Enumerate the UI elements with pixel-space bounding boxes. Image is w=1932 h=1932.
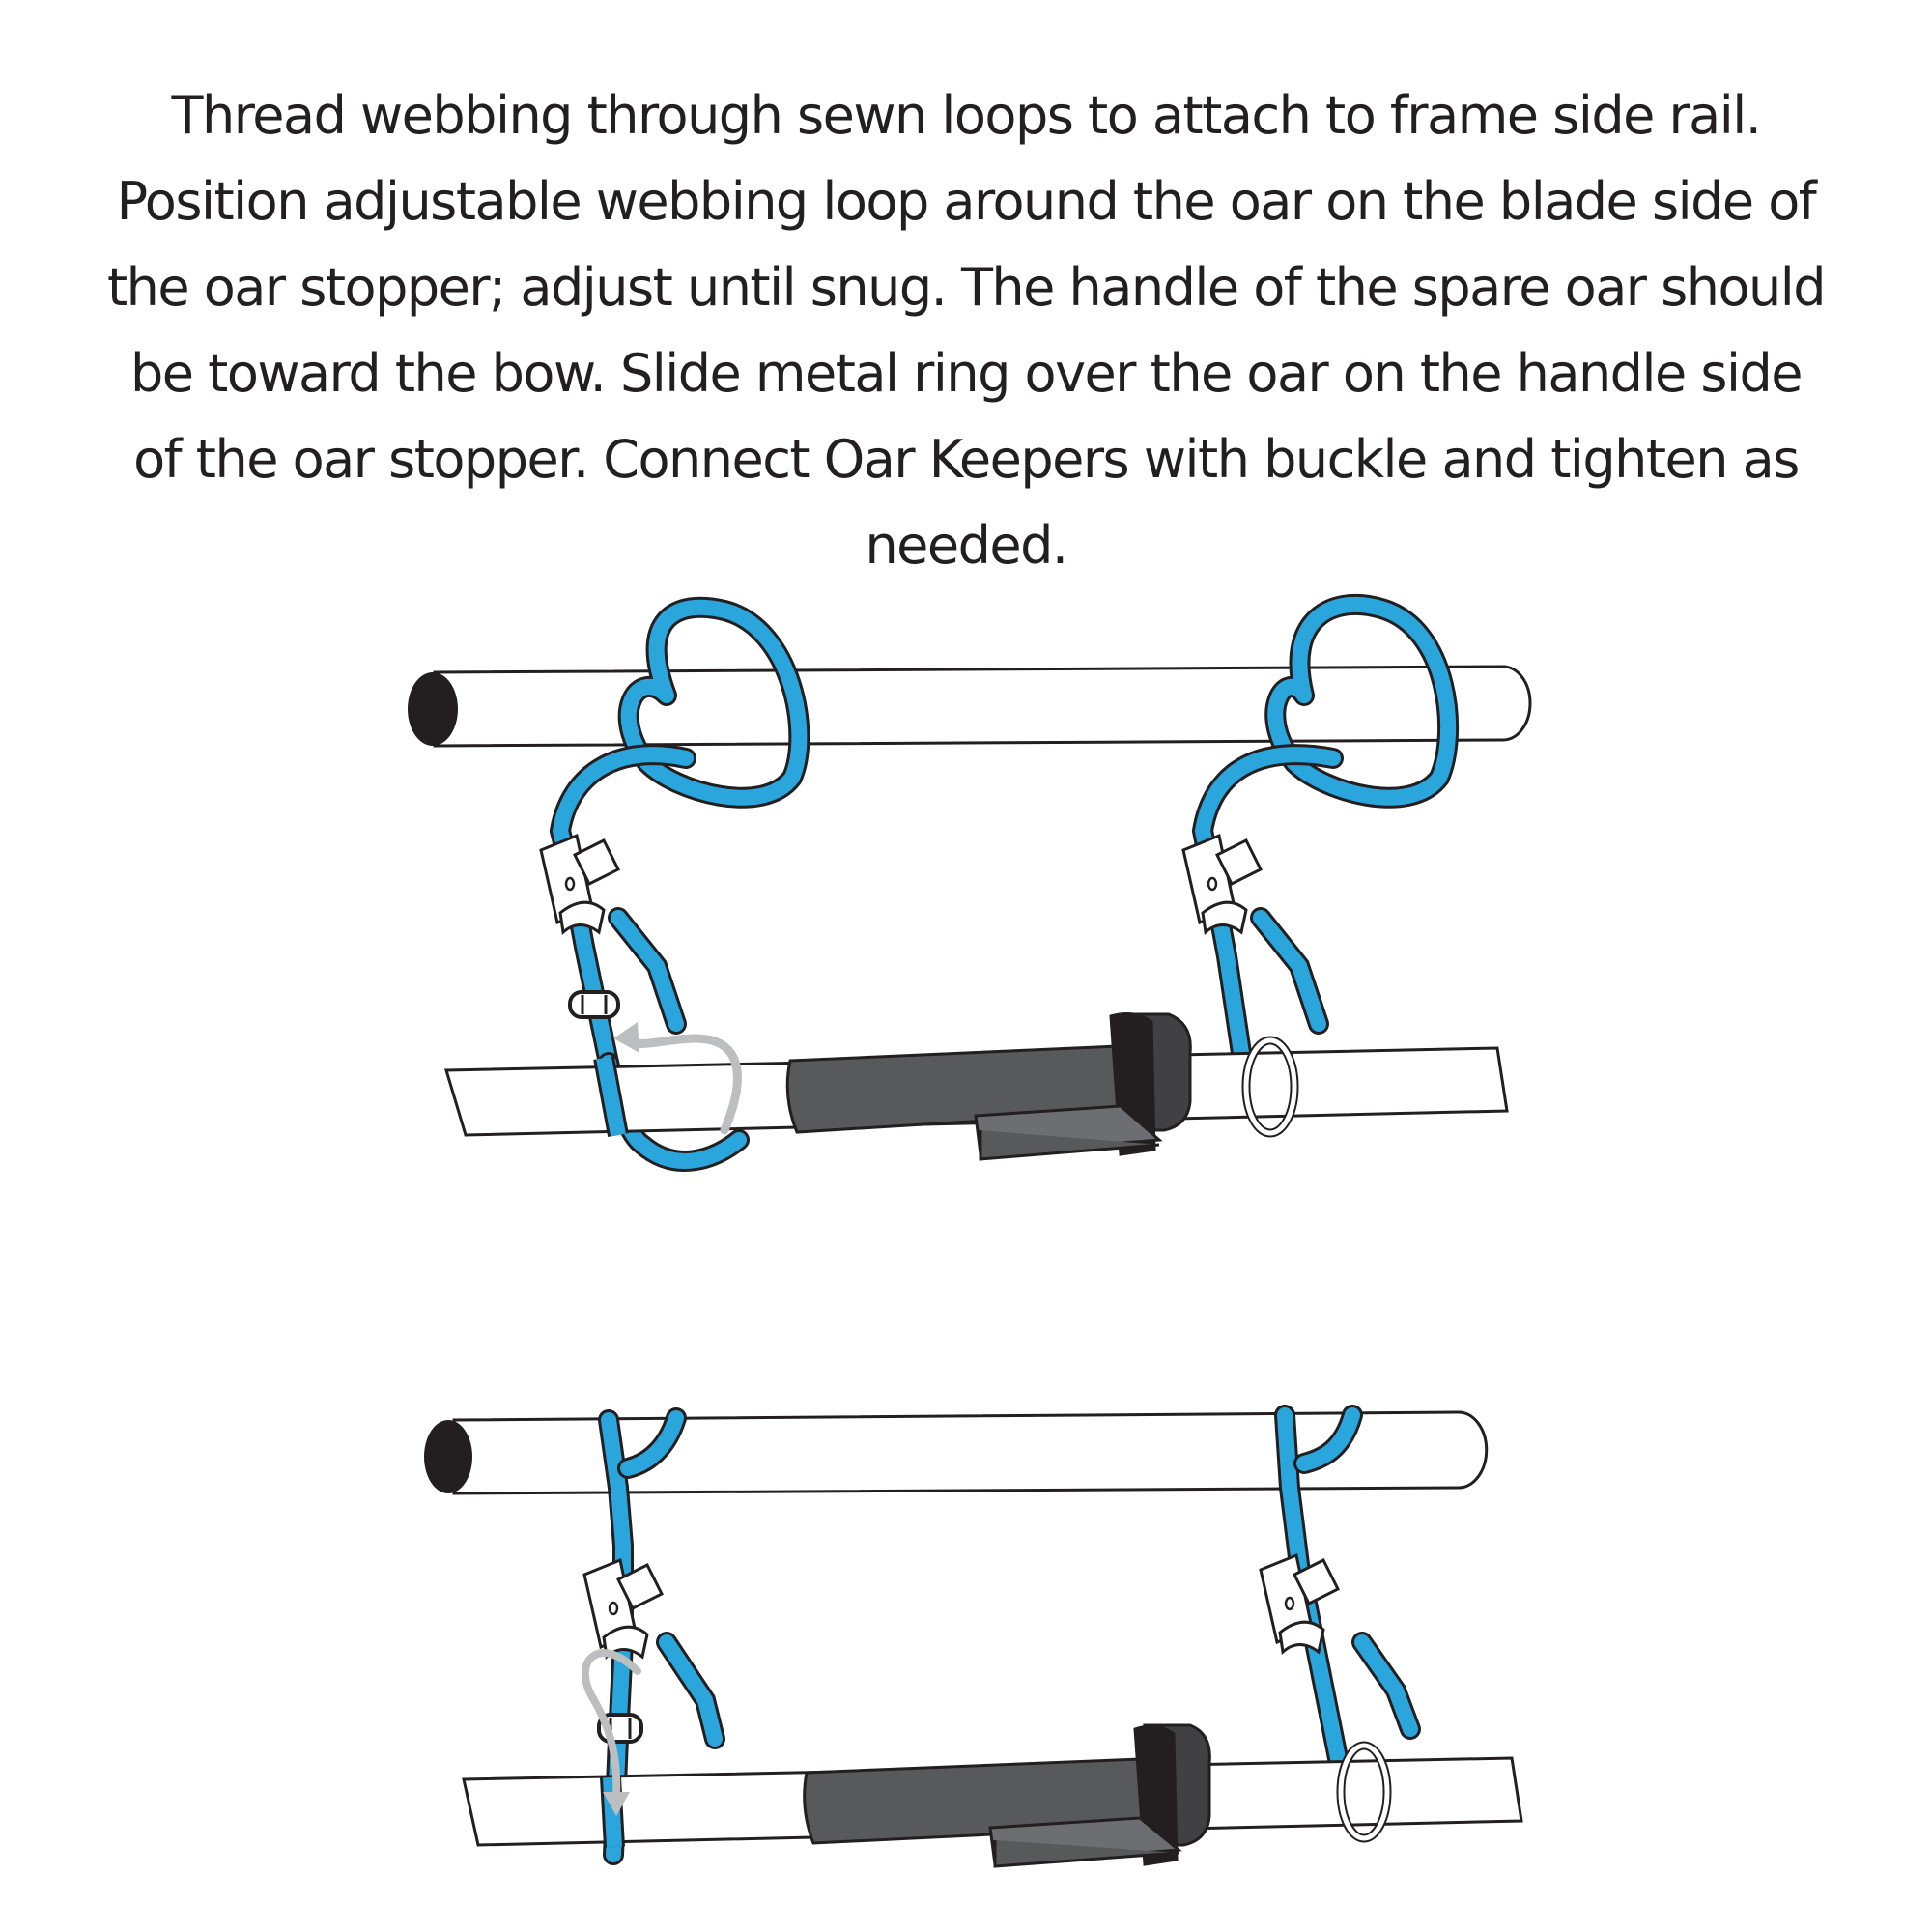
rail-end-cap <box>424 1420 472 1493</box>
instructions-text: Thread webbing through sewn loops to attach to frame side rail. Position adjustable webbing loop around the oar on the blade side of the oar stopper; adjust until snug. The handle of the spare oar should be toward the bow. Slide metal ring over the oar on the handle side of the oar stopper. Connect Oar Keepers with buckle and tighten as needed. <box>106 85 1826 576</box>
cam-buckle-right <box>1183 836 1261 932</box>
cam-buckle-left <box>584 1560 662 1657</box>
frame-rail <box>408 667 1530 746</box>
cam-buckle-right <box>1261 1555 1338 1652</box>
oar-stopper <box>787 1014 1190 1159</box>
oar-stopper <box>805 1725 1210 1866</box>
rail-end-cap <box>408 672 458 746</box>
step-1-illustration <box>408 605 1530 1161</box>
step-2-illustration <box>424 1412 1521 1866</box>
ladder-lock-buckle <box>570 992 618 1017</box>
cam-buckle-left <box>541 836 618 932</box>
